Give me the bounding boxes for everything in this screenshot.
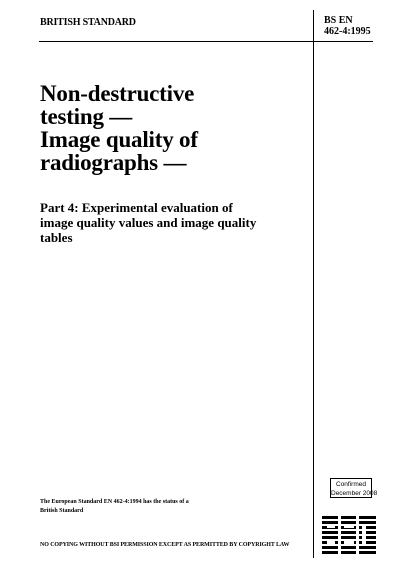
title-line: radiographs — bbox=[40, 150, 187, 175]
title-line: Image quality of bbox=[40, 127, 198, 152]
standard-number-line-2: 462-4:1995 bbox=[324, 26, 371, 37]
copyright-notice: NO COPYING WITHOUT BSI PERMISSION EXCEPT AS PERMITTED BY COPYRIGHT LAW bbox=[40, 542, 290, 548]
series-label: BRITISH STANDARD bbox=[40, 17, 136, 28]
document-subtitle bbox=[40, 200, 310, 245]
title-line: testing — bbox=[40, 104, 133, 129]
header-rule bbox=[39, 41, 373, 42]
subtitle-line: Part 4: Experimental evaluation of bbox=[40, 200, 233, 215]
status-note-line: The European Standard EN 462-4:1994 has the status of a bbox=[40, 499, 189, 505]
standard-number-line-1: BS EN bbox=[324, 15, 353, 26]
confirmed-label: Confirmed bbox=[336, 481, 366, 488]
standard-number bbox=[324, 15, 371, 37]
subtitle-line: image quality values and image quality bbox=[40, 215, 257, 230]
status-note bbox=[40, 498, 280, 516]
title-line: Non-destructive bbox=[40, 81, 195, 106]
confirmed-date: December 2008 bbox=[331, 490, 378, 497]
subtitle-line: tables bbox=[40, 230, 73, 245]
confirmed-stamp bbox=[330, 478, 378, 498]
bsi-logo-icon bbox=[322, 516, 376, 558]
status-note-line: British Standard bbox=[40, 508, 84, 514]
document-title bbox=[40, 82, 305, 174]
vertical-rule bbox=[313, 10, 314, 558]
